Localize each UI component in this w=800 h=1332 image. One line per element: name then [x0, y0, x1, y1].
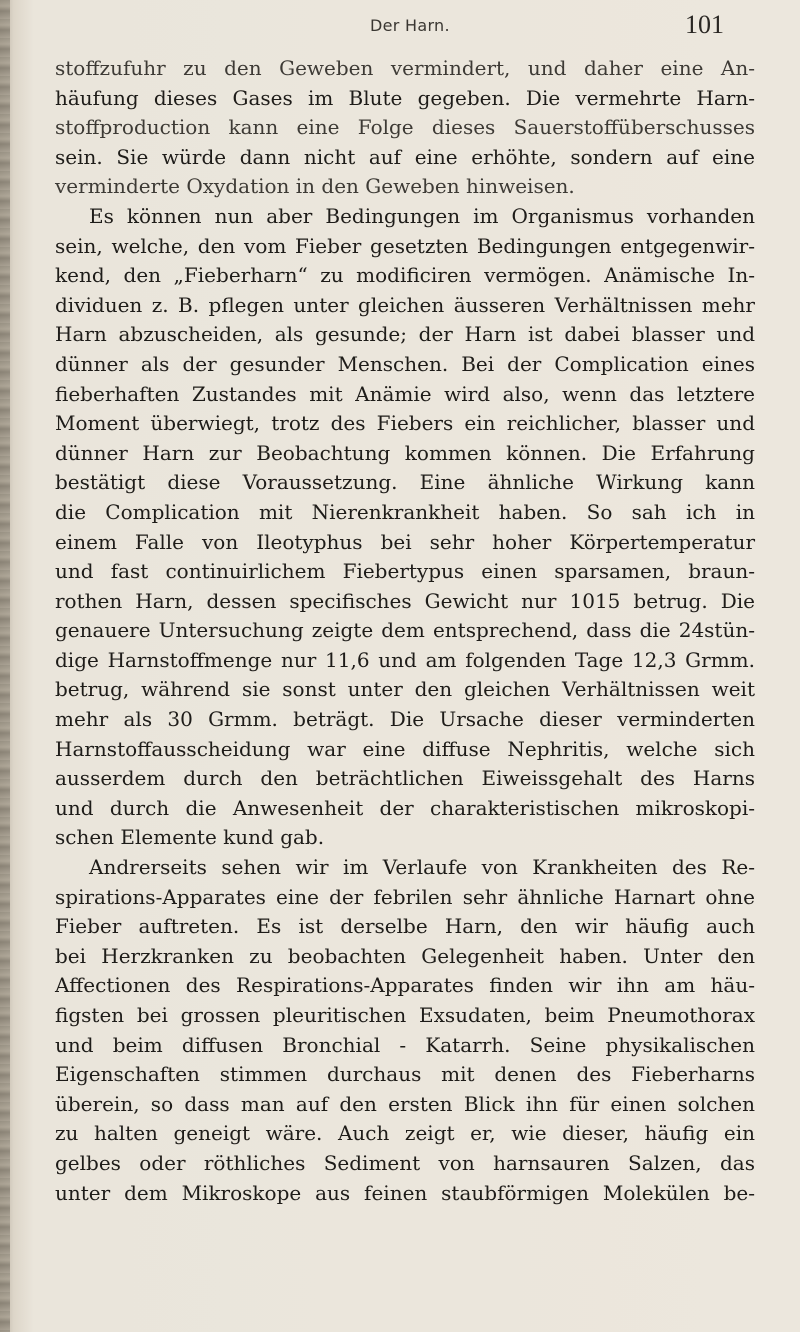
text-line: überein, so dass man auf den ersten Blick ihn für einen solchen	[55, 1091, 755, 1116]
text-line: stoffzufuhr zu den Geweben vermindert, und daher eine An-	[55, 56, 755, 80]
text-line: bei Herzkranken zu beobachten Gelegenheit haben. Unter den	[55, 943, 755, 968]
text-line: bestätigt diese Voraussetzung. Eine ähnliche Wirkung kann	[55, 470, 755, 495]
text-line: unter dem Mikroskope aus feinen staubförmigen Molekülen be-	[55, 1180, 755, 1205]
text-line: spirations-Apparates eine der febrilen sehr ähnliche Harnart ohne	[55, 884, 755, 909]
page-header	[0, 6, 800, 42]
text-line: und durch die Anwesenheit der charakteristischen mikroskopi-	[55, 795, 755, 820]
text-line: häufung dieses Gases im Blute gegeben. Die vermehrte Harn-	[55, 85, 755, 110]
text-line: Harnstoffausscheidung war eine diffuse Nephritis, welche sich	[55, 736, 755, 761]
text-line: dige Harnstoffmenge nur 11,6 und am folgenden Tage 12,3 Grmm.	[55, 647, 755, 672]
text-line: sein, welche, den vom Fieber gesetzten Bedingungen entgegenwir-	[55, 233, 755, 258]
text-line: Affectionen des Respirations-Apparates finden wir ihn am häu-	[55, 973, 755, 998]
text-line: kend, den „Fieberharn“ zu modificiren vermögen. Anämische In-	[55, 263, 755, 288]
text-line: Moment überwiegt, trotz des Fiebers ein reichlicher, blasser und	[55, 411, 755, 436]
text-line: betrug, während sie sonst unter den gleichen Verhältnissen weit	[55, 677, 755, 702]
text-line: Fieber auftreten. Es ist derselbe Harn, den wir häufig auch	[55, 914, 755, 939]
text-line: mehr als 30 Grmm. beträgt. Die Ursache dieser verminderten	[55, 707, 755, 732]
body-text	[55, 54, 755, 1208]
text-line: rothen Harn, dessen specifisches Gewicht nur 1015 betrug. Die	[55, 588, 755, 613]
text-line: dividuen z. B. pflegen unter gleichen äusseren Verhältnissen mehr	[55, 292, 755, 317]
text-line: zu halten geneigt wäre. Auch zeigt er, wie dieser, häufig ein	[55, 1121, 755, 1146]
text-line: figsten bei grossen pleuritischen Exsudaten, beim Pneumothorax	[55, 1003, 755, 1027]
text-line: einem Falle von Ileotyphus bei sehr hoher Körpertemperatur	[55, 529, 755, 554]
paragraph-first-line: Andrerseits sehen wir im Verlaufe von Krankheiten des Re-	[89, 855, 755, 880]
page-number: 101	[685, 10, 724, 39]
text-line: und beim diffusen Bronchial - Katarrh. Seine physikalischen	[55, 1032, 755, 1057]
paragraph-last-line: schen Elemente kund gab.	[55, 825, 325, 850]
running-title: Der Harn.	[370, 16, 450, 35]
text-line: dünner Harn zur Beobachtung kommen können. Die Erfahrung	[55, 440, 755, 465]
text-line: sein. Sie würde dann nicht auf eine erhöhte, sondern auf eine	[55, 144, 755, 169]
text-line: gelbes oder röthliches Sediment von harnsauren Salzen, das	[55, 1150, 755, 1175]
page-gutter-shadow	[0, 0, 10, 1332]
text-line: ausserdem durch den beträchtlichen Eiweissgehalt des Harns	[55, 766, 755, 791]
text-line: und fast continuirlichem Fiebertypus einen sparsamen, braun-	[55, 559, 755, 584]
text-line: fieberhaften Zustandes mit Anämie wird also, wenn das letztere	[55, 381, 755, 406]
text-line: Harn abzuscheiden, als gesunde; der Harn ist dabei blasser und	[55, 322, 755, 347]
text-line: stoffproduction kann eine Folge dieses Sauerstoffüberschusses	[55, 115, 755, 140]
text-line: genauere Untersuchung zeigte dem entsprechend, dass die 24stün-	[55, 618, 755, 643]
text-line: Eigenschaften stimmen durchaus mit denen des Fieberharns	[55, 1062, 755, 1087]
text-line: die Complication mit Nierenkrankheit haben. So sah ich in	[55, 499, 755, 524]
text-line: dünner als der gesunder Menschen. Bei der Complication eines	[55, 351, 755, 376]
paragraph-first-line: Es können nun aber Bedingungen im Organismus vorhanden	[89, 203, 755, 228]
paragraph-last-line: verminderte Oxydation in den Geweben hinweisen.	[55, 174, 575, 199]
